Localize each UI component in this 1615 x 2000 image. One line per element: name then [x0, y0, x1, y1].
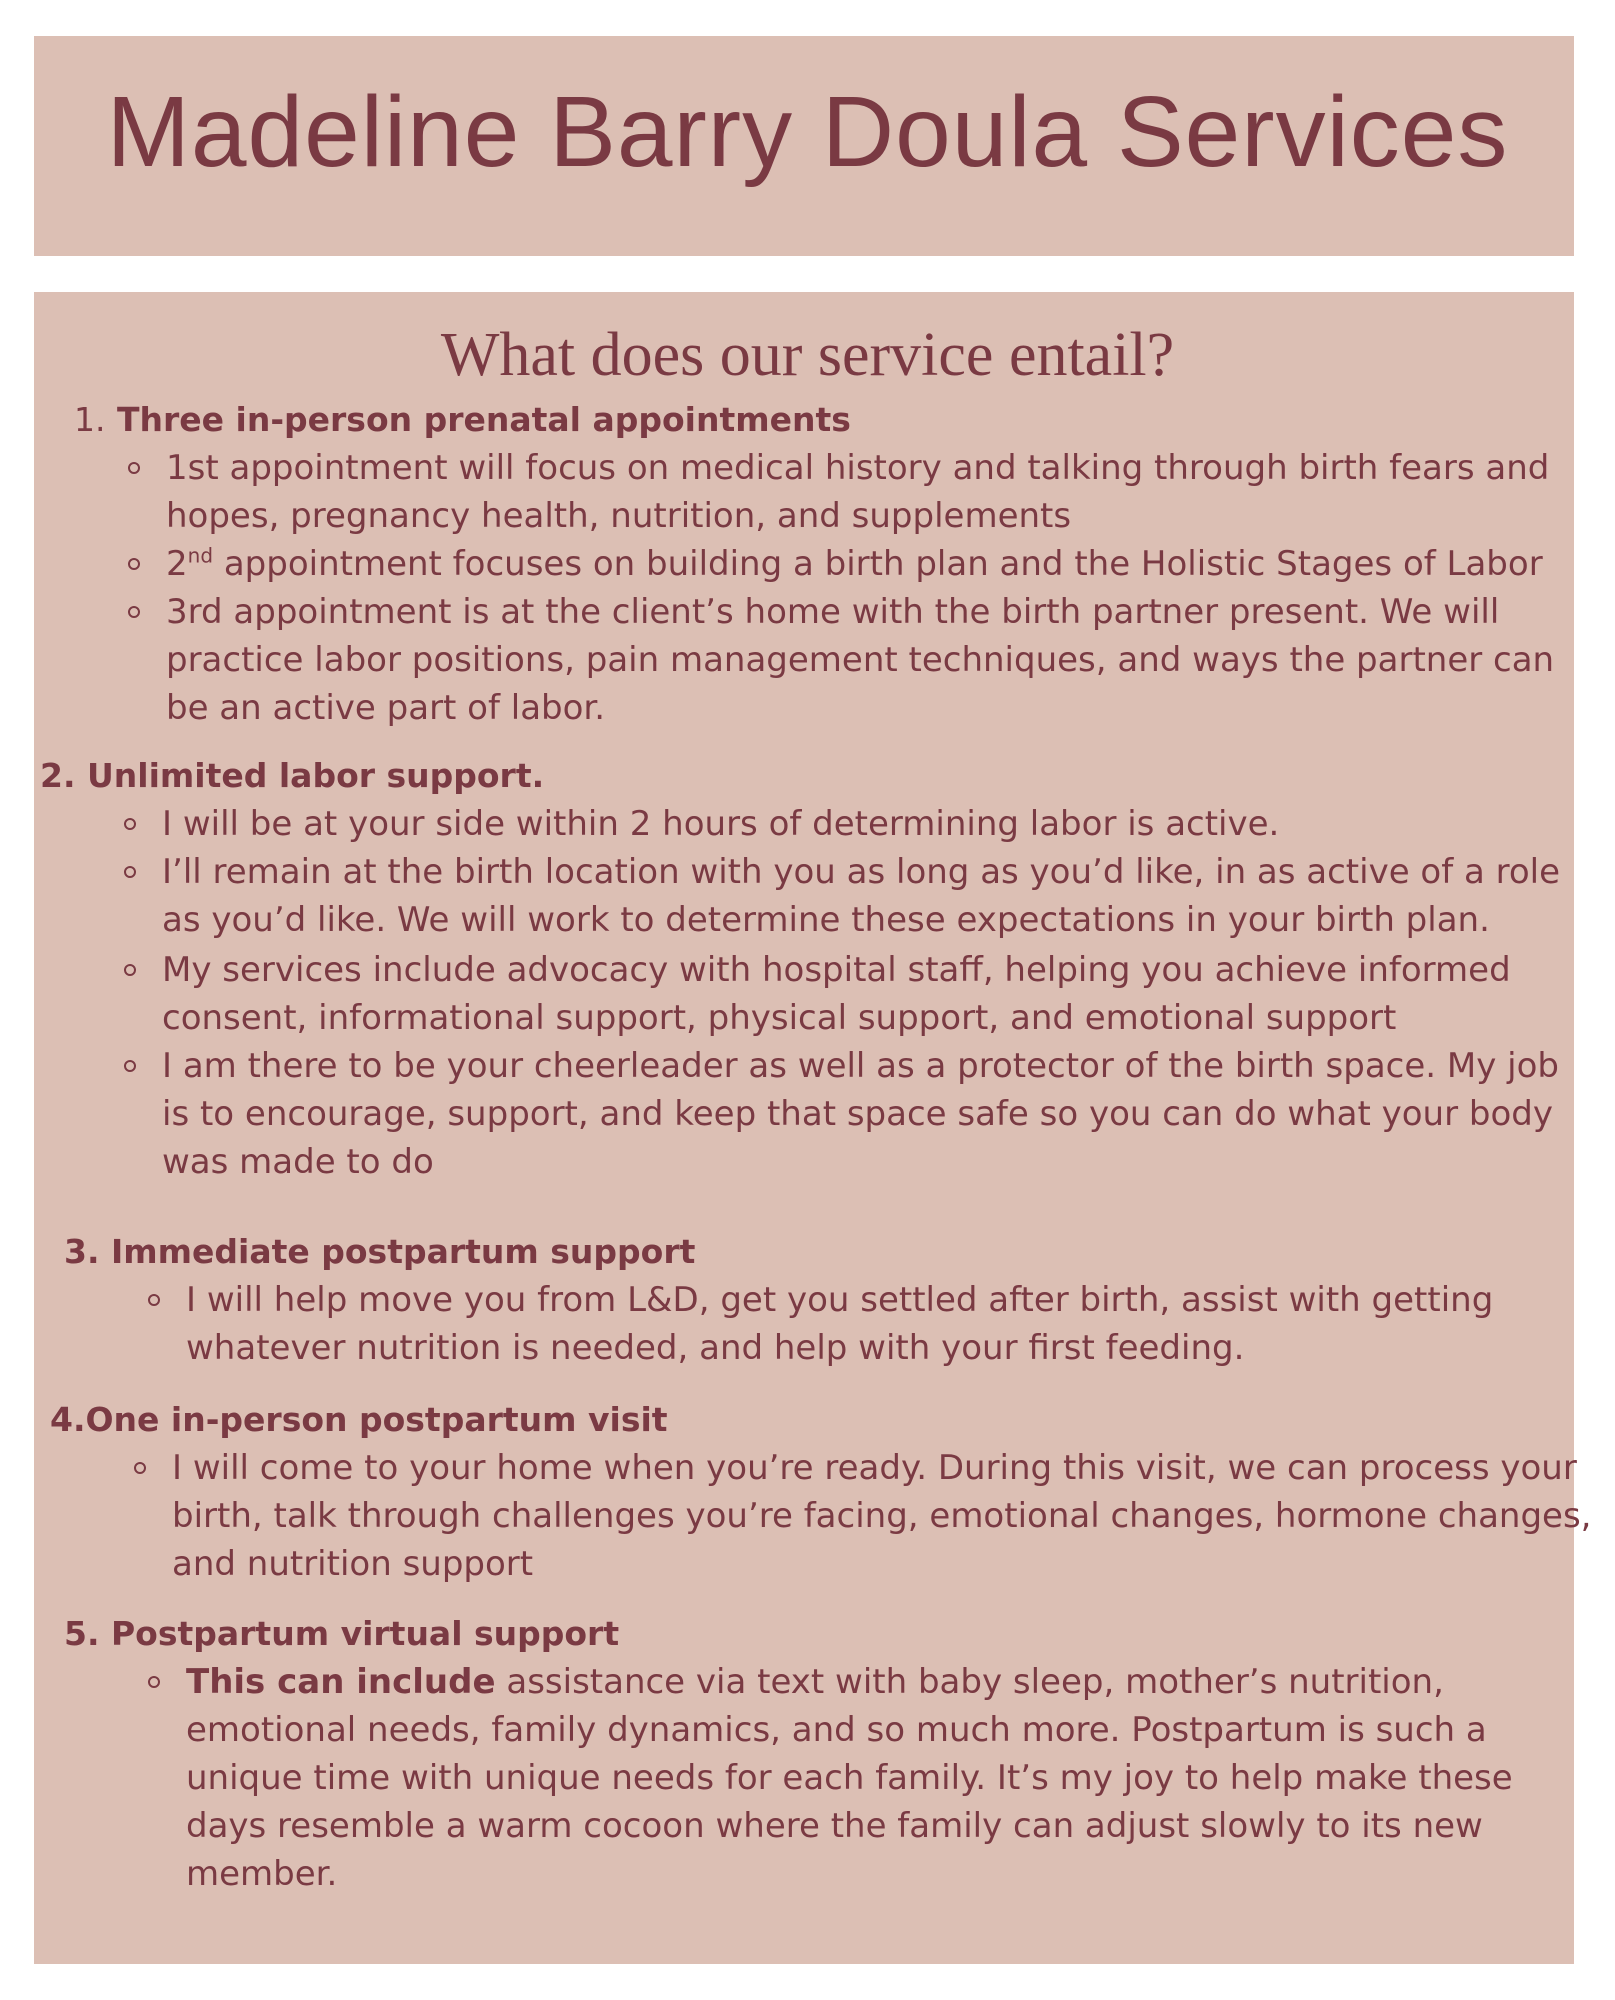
list-item: I will be at your side within 2 hours of determining labor is active.: [162, 800, 1562, 848]
bullet-icon: [128, 462, 140, 474]
list-item: I will come to your home when you’re ready. During this visit, we can process your birth, talk through challenges you’re facing, emotional changes, hormone changes, and nutrition support: [172, 1444, 1592, 1588]
section-3-heading: 3. Immediate postpartum support: [64, 1232, 696, 1271]
list-item: I am there to be your cheerleader as well as a protector of the birth space. My job is to encourage, support, and keep that space safe so you can do what your body was made to do: [162, 1042, 1562, 1186]
section-2-heading: 2. Unlimited labor support.: [40, 756, 545, 795]
section-1-number: 1.: [74, 400, 106, 439]
bullet-icon: [134, 1462, 146, 1474]
section-4-heading: 4.One in-person postpartum visit: [50, 1400, 668, 1439]
page-title: Madeline Barry Doula Services: [106, 76, 1509, 188]
list-item: I will help move you from L&D, get you settled after birth, assist with getting whatever nutrition is needed, and help with your first feeding.: [186, 1276, 1566, 1372]
section-heading: What does our service entail?: [440, 321, 1175, 389]
list-item: This can include assistance via text with baby sleep, mother’s nutrition, emotional needs, family dynamics, and so much more. Postpartum is such a unique time with unique needs for each family. It’s my joy to help make these days resemble a warm cocoon where the family can adjust slowly to its new member.: [186, 1658, 1536, 1898]
list-item: 3rd appointment is at the client’s home with the birth partner present. We will practice labor positions, pain management techniques, and ways the partner can be an active part of labor.: [166, 588, 1586, 732]
bullet-icon: [148, 1676, 160, 1688]
section-1-label: Three in-person prenatal appointments: [117, 400, 851, 439]
list-item: My services include advocacy with hospital staff, helping you achieve informed consent, informational support, physical support, and emotional support: [162, 946, 1562, 1042]
list-item: I’ll remain at the birth location with you as long as you’d like, in as active of a role as you’d like. We will work to determine these expectations in your birth plan.: [162, 848, 1562, 944]
list-item: 2nd appointment focuses on building a birth plan and the Holistic Stages of Labor: [166, 540, 1566, 588]
bullet-icon: [124, 1060, 136, 1072]
section-5-heading: 5. Postpartum virtual support: [64, 1614, 620, 1653]
bullet-icon: [124, 964, 136, 976]
bullet-icon: [128, 606, 140, 618]
list-item: 1st appointment will focus on medical history and talking through birth fears and hopes, pregnancy health, nutrition, and supplements: [166, 444, 1566, 540]
bullet-icon: [124, 818, 136, 830]
bullet-icon: [124, 866, 136, 878]
section-1-heading: [74, 400, 851, 440]
bullet-icon: [128, 558, 140, 570]
bullet-icon: [148, 1294, 160, 1306]
